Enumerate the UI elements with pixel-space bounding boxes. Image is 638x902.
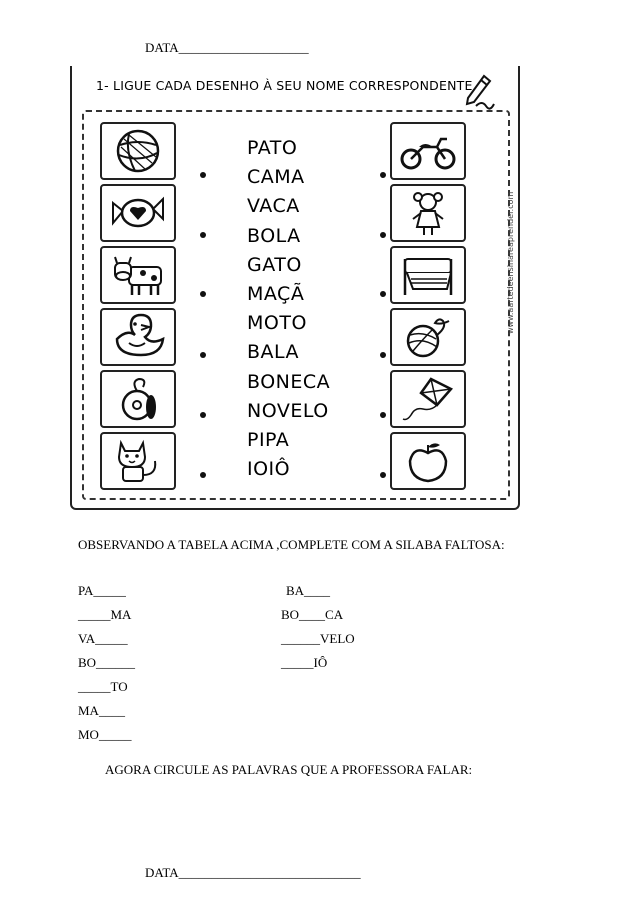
- blank-item[interactable]: _____TO: [78, 679, 128, 694]
- word-list: [247, 134, 330, 484]
- word-item: BONECA: [247, 370, 331, 393]
- bed-icon: [397, 251, 459, 299]
- picture-ball: [100, 122, 176, 180]
- right-dot[interactable]: [380, 352, 386, 358]
- picture-yarn: [390, 308, 466, 366]
- word-item: MAÇÃ: [247, 282, 305, 305]
- right-dot[interactable]: [380, 291, 386, 297]
- word-item: IOIÔ: [247, 458, 291, 481]
- duck-icon: [107, 313, 169, 361]
- right-dot[interactable]: [380, 172, 386, 178]
- motorcycle-icon: [397, 127, 459, 175]
- picture-apple: [390, 432, 466, 490]
- picture-yoyo: [100, 370, 176, 428]
- left-dot[interactable]: [200, 291, 206, 297]
- word-item: PATO: [247, 137, 298, 159]
- word-item: NOVELO: [247, 399, 329, 422]
- blank-item[interactable]: ______VELO: [281, 631, 355, 646]
- word-item: GATO: [247, 253, 302, 276]
- picture-duck: [100, 308, 176, 366]
- left-dot[interactable]: [200, 412, 206, 418]
- picture-cow: [100, 246, 176, 304]
- blank-item[interactable]: MA____: [78, 703, 125, 718]
- word-item: VACA: [247, 195, 300, 218]
- left-dot[interactable]: [200, 232, 206, 238]
- right-dot[interactable]: [380, 412, 386, 418]
- candy-icon: [107, 189, 169, 237]
- blank-item[interactable]: MO_____: [78, 727, 132, 742]
- word-item: CAMA: [247, 166, 305, 189]
- picture-cat: [100, 432, 176, 490]
- apple-icon: [397, 437, 459, 485]
- watermark-text: www.aartedeensinareaprender.com: [506, 191, 515, 334]
- instruction-circle-words: AGORA CIRCULE AS PALAVRAS QUE A PROFESSORA FALAR:: [105, 762, 473, 777]
- word-item: BOLA: [247, 224, 301, 247]
- yoyo-icon: [107, 375, 169, 423]
- worksheet-title: 1- LIGUE CADA DESENHO À SEU NOME CORRESPONDENTE.: [96, 78, 477, 93]
- blank-item[interactable]: PA_____: [78, 583, 126, 598]
- picture-motorcycle: [390, 122, 466, 180]
- instruction-complete-syllable: OBSERVANDO A TABELA ACIMA ,COMPLETE COM A SILABA FALTOSA:: [78, 537, 505, 552]
- blank-item[interactable]: BO______: [78, 655, 136, 670]
- kite-icon: [397, 375, 459, 423]
- blank-item[interactable]: _____IÔ: [281, 655, 328, 670]
- ball-icon: [107, 127, 169, 175]
- left-dot[interactable]: [200, 172, 206, 178]
- word-item: PIPA: [247, 428, 290, 451]
- blank-item[interactable]: _____MA: [78, 607, 132, 622]
- right-dot[interactable]: [380, 472, 386, 478]
- picture-candy: [100, 184, 176, 242]
- right-dot[interactable]: [380, 232, 386, 238]
- blank-item[interactable]: BA____: [286, 583, 331, 598]
- word-item: BALA: [247, 341, 300, 364]
- cow-icon: [107, 251, 169, 299]
- picture-bed: [390, 246, 466, 304]
- picture-doll: [390, 184, 466, 242]
- date-line-top: DATA____________________: [145, 40, 309, 55]
- left-dot[interactable]: [200, 352, 206, 358]
- date-line-bottom: DATA____________________________: [145, 865, 361, 880]
- left-dot[interactable]: [200, 472, 206, 478]
- doll-icon: [397, 189, 459, 237]
- picture-kite: [390, 370, 466, 428]
- matching-worksheet: [70, 66, 520, 510]
- pencil-icon: [460, 70, 500, 110]
- blank-item[interactable]: BO____CA: [281, 607, 344, 622]
- word-item: MOTO: [247, 312, 307, 335]
- yarn-icon: [397, 313, 459, 361]
- blank-item[interactable]: VA_____: [78, 631, 128, 646]
- cat-icon: [107, 437, 169, 485]
